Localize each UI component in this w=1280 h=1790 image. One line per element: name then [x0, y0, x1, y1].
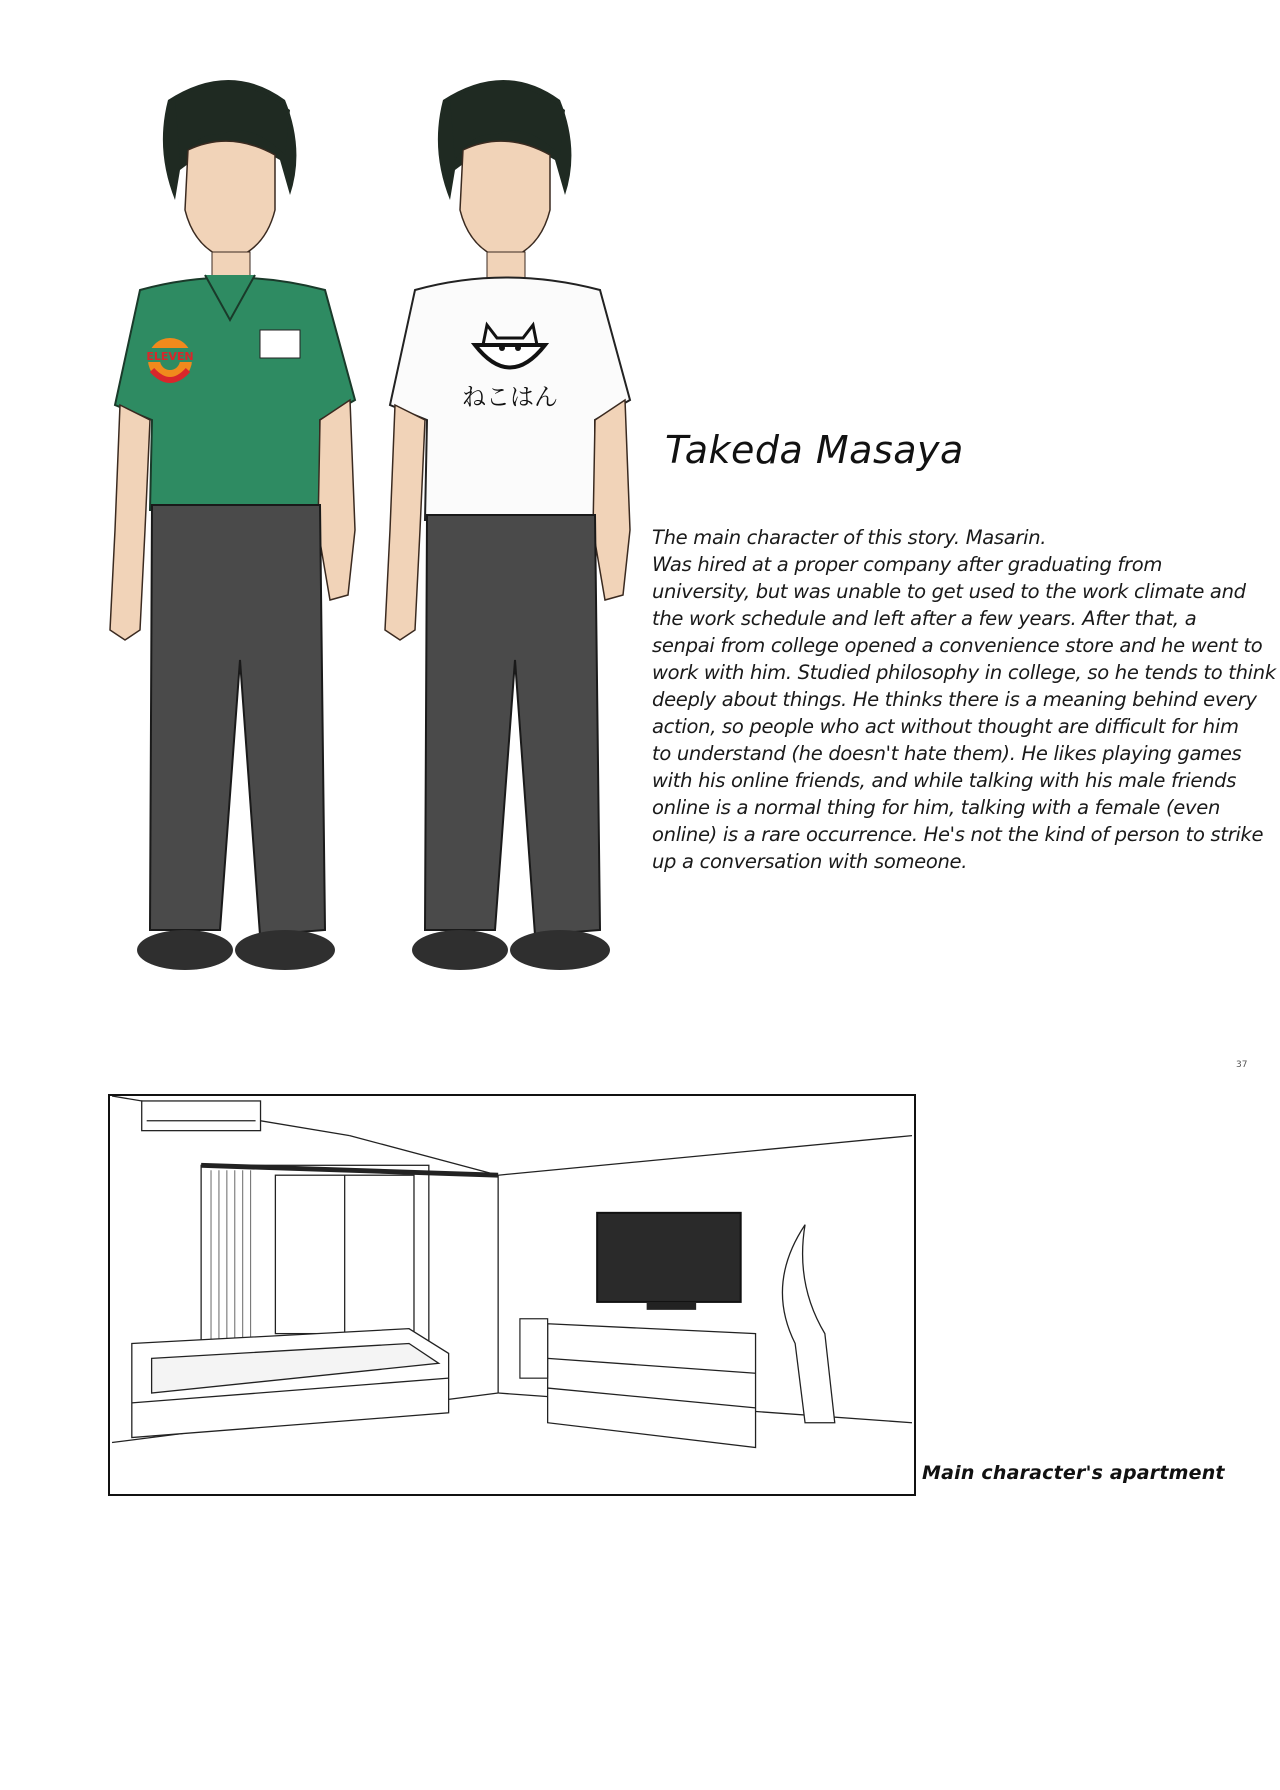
bio-line: The main character of this story. Masarin. — [652, 526, 1047, 549]
apartment-line-art — [110, 1096, 914, 1494]
bio-line: with his online friends, and while talking with his male friends — [652, 769, 1237, 792]
bio-line: online) is a rare occurrence. He's not the kind of person to strike — [652, 823, 1264, 846]
bio-line: deeply about things. He thinks there is a meaning behind every — [652, 688, 1257, 711]
bio-line: work with him. Studied philosophy in college, so he tends to think — [652, 661, 1276, 684]
character-name: Takeda Masaya — [665, 428, 964, 472]
bio-line: online is a normal thing for him, talking with a female (even — [652, 796, 1221, 819]
bio-line: up a conversation with someone. — [652, 850, 968, 873]
page-number: 37 — [1236, 1060, 1248, 1070]
figure-uniform — [110, 80, 355, 970]
character-bio — [652, 524, 1276, 875]
apartment-caption: Main character's apartment — [922, 1462, 1225, 1484]
bio-line: senpai from college opened a convenience store and he went to — [652, 634, 1263, 657]
bio-line: to understand (he doesn't hate them). He likes playing games — [652, 742, 1242, 765]
tv-screen — [597, 1213, 741, 1302]
apartment-illustration — [108, 1094, 916, 1496]
bio-line: action, so people who act without thought are difficult for him — [652, 715, 1239, 738]
figure-tshirt — [385, 80, 630, 970]
eleven-logo-text: ELEVEN — [146, 350, 194, 363]
shirt-text: ねこはん — [462, 383, 558, 411]
bio-line: university, but was unable to get used to the work climate and — [652, 580, 1246, 603]
character-illustrations — [80, 60, 680, 1010]
bio-line: Was hired at a proper company after graduating from — [652, 553, 1163, 576]
bio-line: the work schedule and left after a few years. After that, a — [652, 607, 1197, 630]
